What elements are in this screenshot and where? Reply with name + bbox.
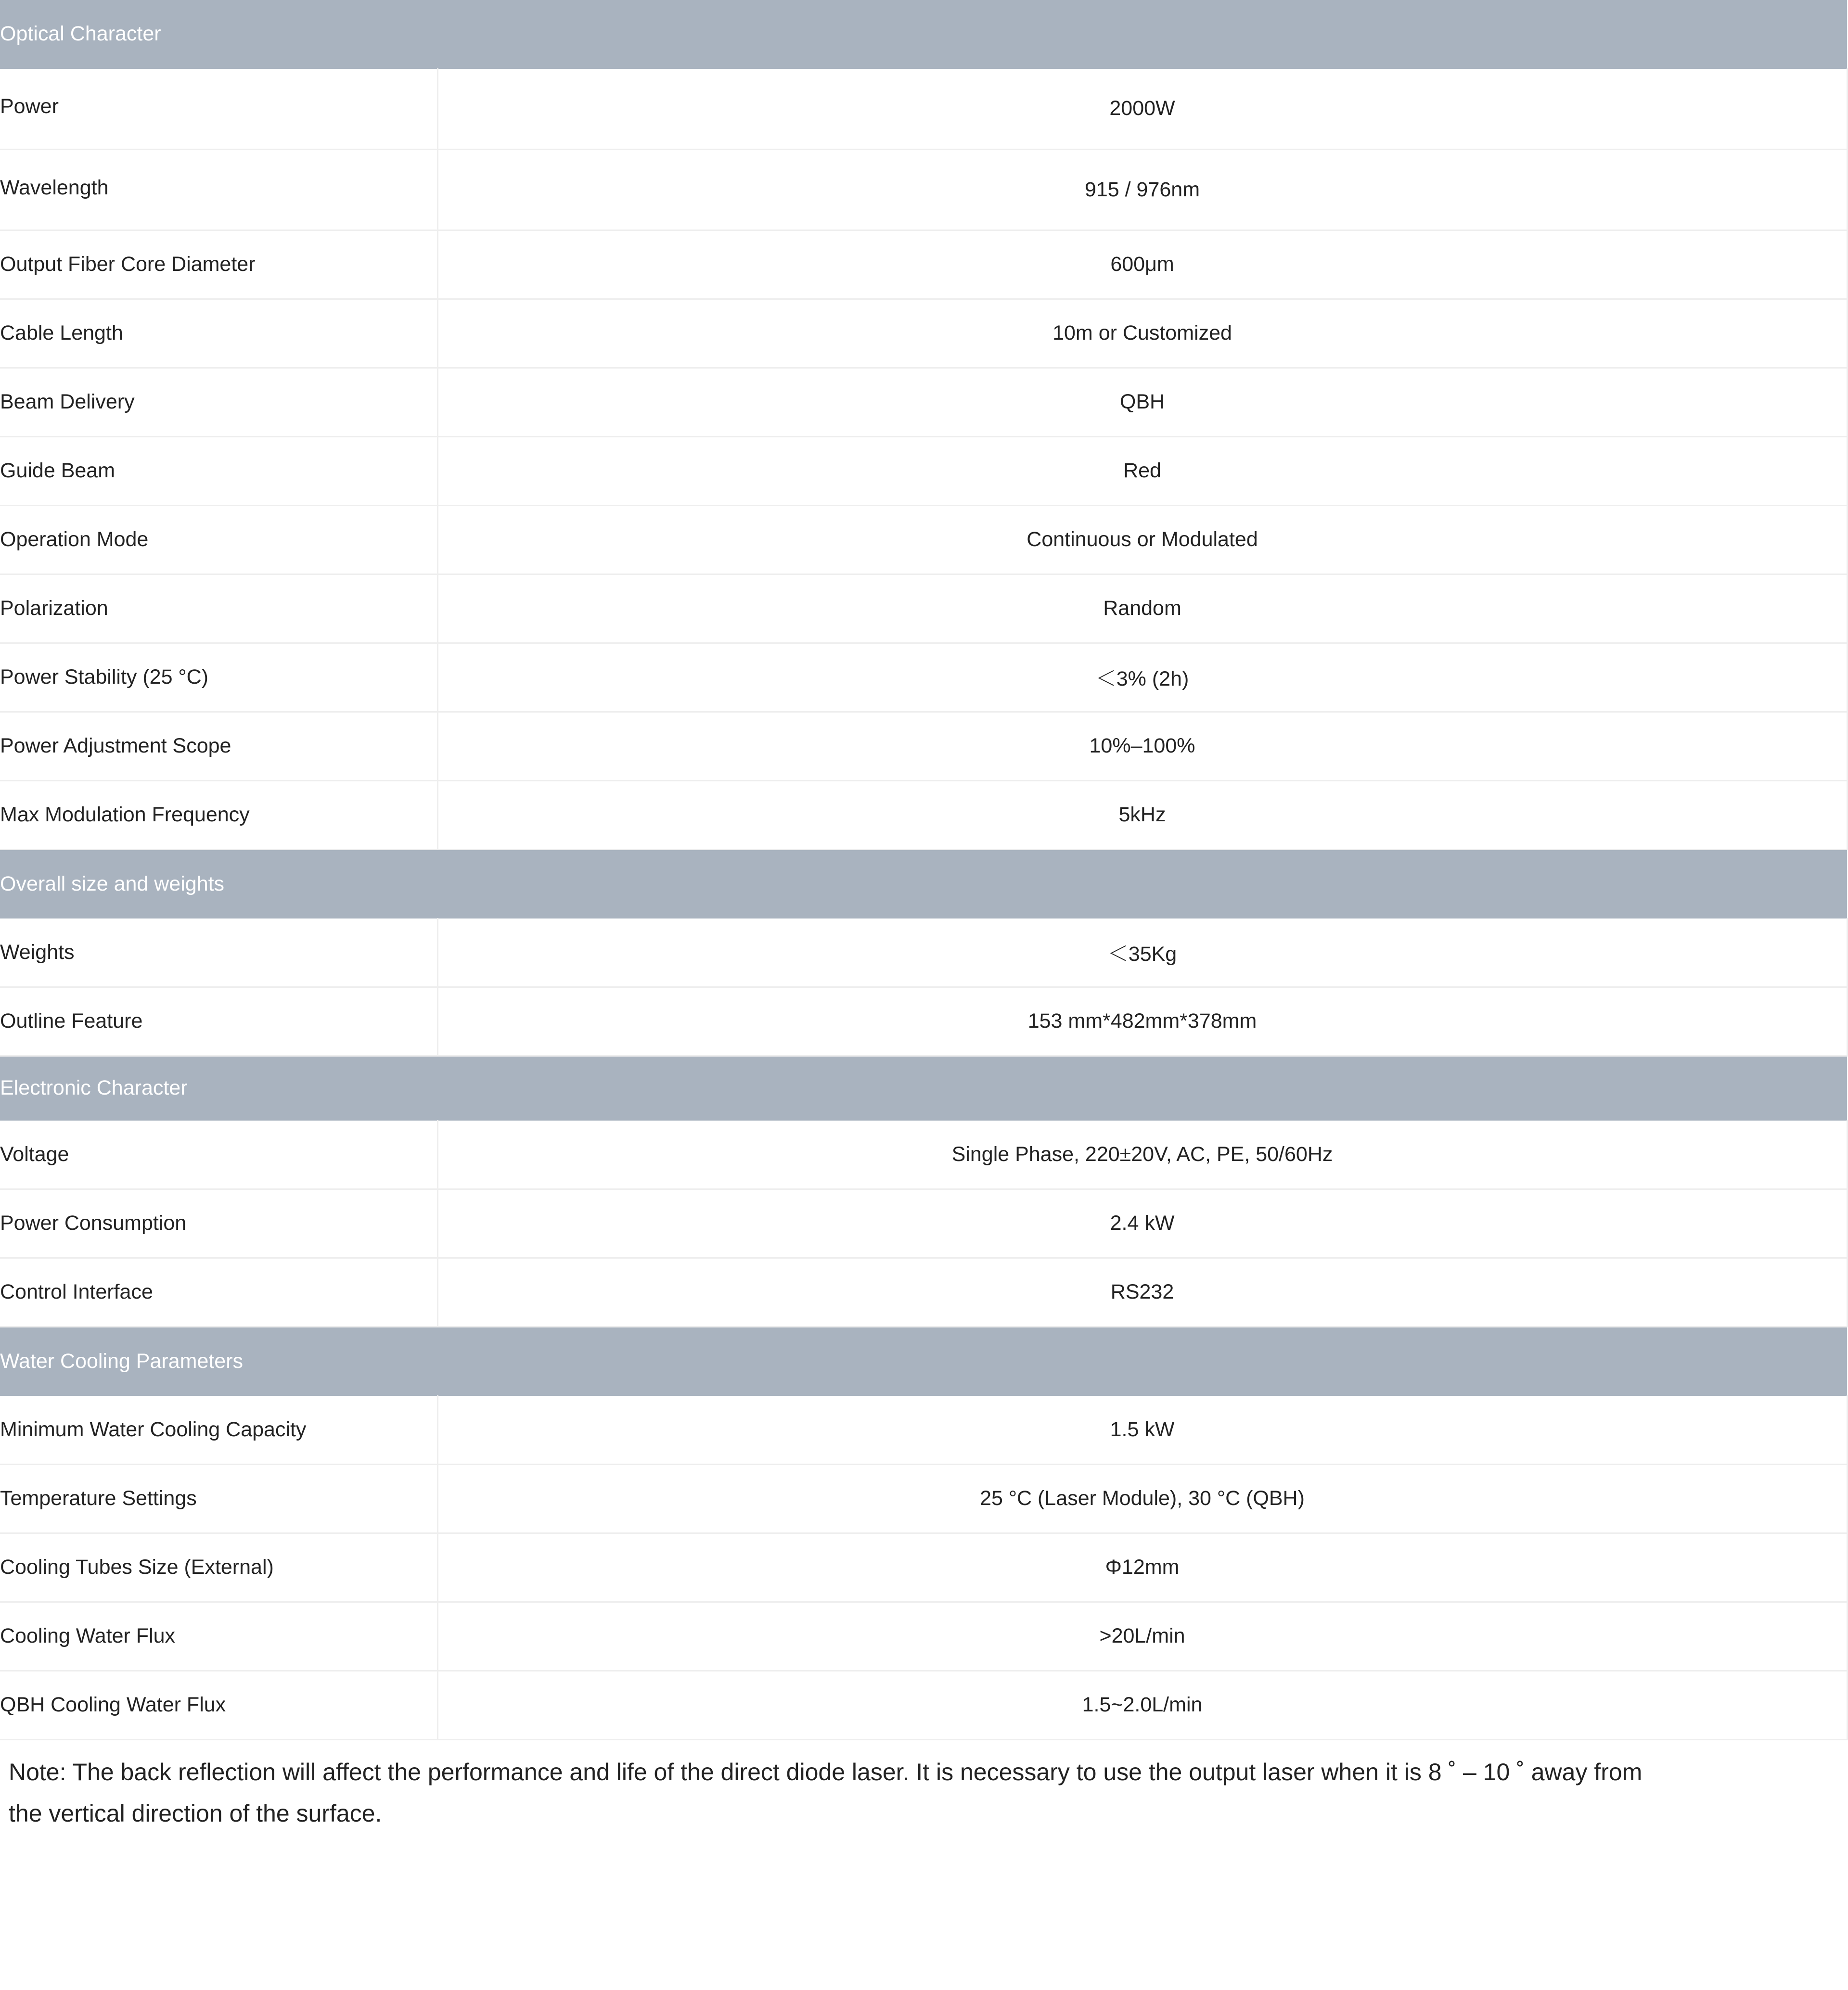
table-row [0, 712, 1847, 780]
row-label: Weights [0, 918, 437, 987]
section-title: Optical Character [0, 0, 1847, 68]
row-value: Φ12mm [437, 1533, 1847, 1602]
table-row [0, 149, 1847, 230]
row-value: QBH [437, 368, 1847, 436]
row-label: Minimum Water Cooling Capacity [0, 1395, 437, 1464]
note-line: the vertical direction of the surface. [9, 1800, 382, 1827]
table-row [0, 368, 1847, 436]
row-label: Cable Length [0, 299, 437, 368]
row-value: 10m or Customized [437, 299, 1847, 368]
row-label: Temperature Settings [0, 1464, 437, 1533]
row-label: Cooling Tubes Size (External) [0, 1533, 437, 1602]
row-label: Power Stability (25 °C) [0, 643, 437, 712]
section-header-optical [0, 0, 1847, 68]
table-row [0, 436, 1847, 505]
row-label: Power Adjustment Scope [0, 712, 437, 780]
section-title: Water Cooling Parameters [0, 1327, 1847, 1395]
section-title: Electronic Character [0, 1056, 1847, 1120]
row-value: 5kHz [437, 780, 1847, 849]
row-label: Voltage [0, 1120, 437, 1189]
row-label: Max Modulation Frequency [0, 780, 437, 849]
row-label: QBH Cooling Water Flux [0, 1671, 437, 1739]
row-value: 2.4 kW [437, 1189, 1847, 1258]
row-value: 153 mm*482mm*378mm [437, 987, 1847, 1056]
table-row [0, 574, 1847, 643]
table-row [0, 1464, 1847, 1533]
table-row [0, 987, 1847, 1056]
row-value: 1.5 kW [437, 1395, 1847, 1464]
row-label: Output Fiber Core Diameter [0, 230, 437, 299]
table-row [0, 918, 1847, 987]
row-label: Power [0, 68, 437, 149]
row-label: Wavelength [0, 149, 437, 230]
table-row [0, 780, 1847, 849]
table-row [0, 643, 1847, 712]
row-label: Polarization [0, 574, 437, 643]
row-value: 10%–100% [437, 712, 1847, 780]
row-label: Cooling Water Flux [0, 1602, 437, 1671]
row-value: 25 °C (Laser Module), 30 °C (QBH) [437, 1464, 1847, 1533]
table-row [0, 1189, 1847, 1258]
row-value: Random [437, 574, 1847, 643]
row-value: 2000W [437, 68, 1847, 149]
row-value: Single Phase, 220±20V, AC, PE, 50/60Hz [437, 1120, 1847, 1189]
row-value: 1.5~2.0L/min [437, 1671, 1847, 1739]
row-value: ＜35Kg [437, 918, 1847, 987]
row-value: >20L/min [437, 1602, 1847, 1671]
row-value: RS232 [437, 1258, 1847, 1327]
section-title: Overall size and weights [0, 849, 1847, 918]
table-row [0, 1602, 1847, 1671]
table-row [0, 1395, 1847, 1464]
row-label: Beam Delivery [0, 368, 437, 436]
section-header-size-weights [0, 849, 1847, 918]
section-header-water-cooling [0, 1327, 1847, 1395]
table-row [0, 505, 1847, 574]
table-row [0, 299, 1847, 368]
row-label: Guide Beam [0, 436, 437, 505]
row-value: Red [437, 436, 1847, 505]
note-line: Note: The back reflection will affect the performance and life of the direct diode laser. It is necessary to use the output laser when it is 8 ˚ – 10 ˚ away from [9, 1759, 1643, 1786]
table-row [0, 1258, 1847, 1327]
row-value: 915 / 976nm [437, 149, 1847, 230]
table-row [0, 68, 1847, 149]
table-row [0, 1533, 1847, 1602]
row-label: Control Interface [0, 1258, 437, 1327]
note-text [9, 1751, 1741, 1834]
row-value: 600μm [437, 230, 1847, 299]
section-header-electronic [0, 1056, 1847, 1120]
row-value: ＜3% (2h) [437, 643, 1847, 712]
table-row [0, 230, 1847, 299]
row-label: Power Consumption [0, 1189, 437, 1258]
row-label: Outline Feature [0, 987, 437, 1056]
row-label: Operation Mode [0, 505, 437, 574]
table-row [0, 1120, 1847, 1189]
table-row [0, 1671, 1847, 1739]
row-value: Continuous or Modulated [437, 505, 1847, 574]
